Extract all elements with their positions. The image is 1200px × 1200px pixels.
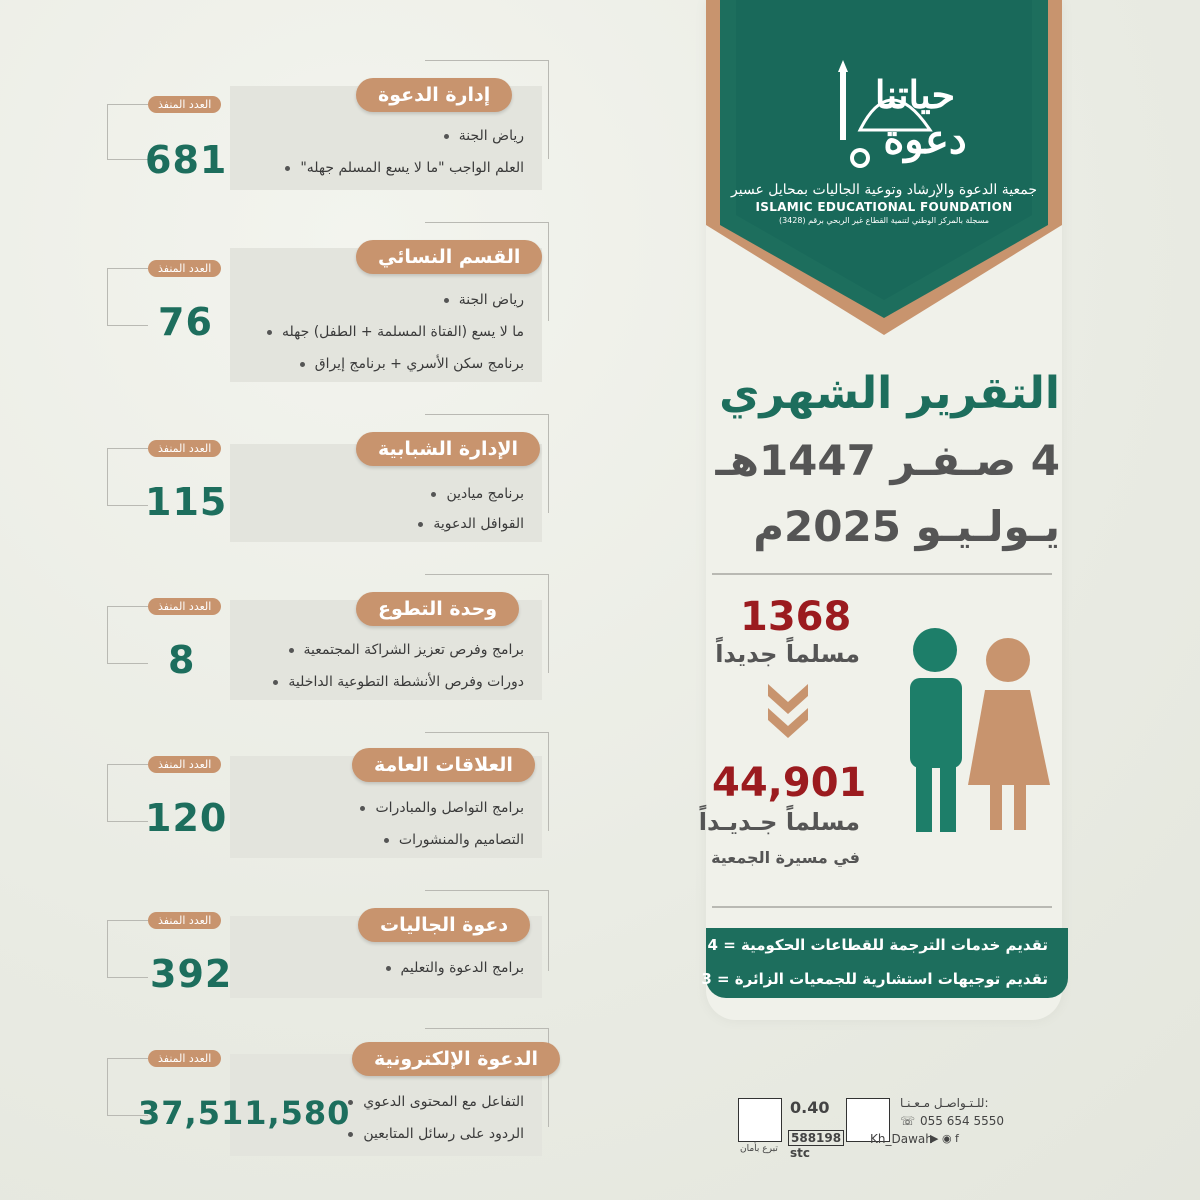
contact-label: للـتـواصـل مـعـنـا: xyxy=(900,1096,989,1110)
count-communities: 392 xyxy=(150,952,233,996)
bracket xyxy=(107,104,148,160)
org-info xyxy=(706,150,1062,225)
people-figures-icon xyxy=(890,620,1060,840)
list-item: برامج الدعوة والتعليم xyxy=(386,960,524,976)
list-item: العلم الواجب "ما لا يسع المسلم جهله" xyxy=(285,160,524,176)
count-pr: 120 xyxy=(145,796,228,840)
logo-word-bottom: دعوة xyxy=(883,116,967,163)
list-item: برنامج سكن الأسري + برنامج إيراق xyxy=(300,356,524,372)
services-box xyxy=(701,928,1068,998)
org-name-ar: جمعية الدعوة والإرشاد وتوعية الجاليات بمحايل عسير xyxy=(731,182,1037,198)
section-title-pr: العلاقات العامة xyxy=(352,748,535,782)
new-muslims-month: 1368 xyxy=(740,594,852,640)
bracket xyxy=(107,606,148,664)
list-item: رياض الجنة xyxy=(444,292,524,308)
list-item: برامج التواصل والمبادرات xyxy=(360,800,524,816)
section-title-volunteer: وحدة التطوع xyxy=(356,592,519,626)
bracket xyxy=(107,268,148,326)
executed-label: العدد المنفذ xyxy=(148,598,221,615)
bracket xyxy=(107,920,148,978)
org-name-en: ISLAMIC EDUCATIONAL FOUNDATION xyxy=(755,200,1013,214)
section-title-dawah: إدارة الدعوة xyxy=(356,78,512,112)
service-item: تقديم توجيهات استشارية للجمعيات الزائرة = 3 xyxy=(701,970,1048,988)
executed-label: العدد المنفذ xyxy=(148,260,221,277)
section-title-communities: دعوة الجاليات xyxy=(358,908,530,942)
list-item: القوافل الدعوية xyxy=(418,516,524,532)
sms-price: 0.40 xyxy=(790,1098,830,1117)
list-item: برنامج ميادين xyxy=(431,486,524,502)
executed-label: العدد المنفذ xyxy=(148,912,221,929)
list-item: التفاعل مع المحتوى الدعوي xyxy=(348,1094,524,1110)
count-dawah: 681 xyxy=(145,138,228,182)
double-chevron-down-icon xyxy=(768,684,808,744)
executed-label: العدد المنفذ xyxy=(148,96,221,113)
bracket xyxy=(107,764,148,822)
count-electronic: 37,511,580 xyxy=(138,1094,351,1132)
service-item: تقديم خدمات الترجمة للقطاعات الحكومية = 4 xyxy=(707,936,1048,954)
gregorian-date: يـولـيـو 2025م xyxy=(753,502,1060,551)
count-volunteer: 8 xyxy=(168,638,196,682)
list-item: برامج وفرص تعزيز الشراكة المجتمعية xyxy=(289,642,524,658)
divider-2 xyxy=(712,906,1052,908)
stc-logo: stc xyxy=(790,1146,810,1160)
hijri-date: 4 صـفـر 1447هـ xyxy=(715,436,1060,485)
divider xyxy=(712,573,1052,575)
executed-label: العدد المنفذ xyxy=(148,440,221,457)
section-title-women: القسم النسائي xyxy=(356,240,542,274)
journey-label: في مسيرة الجمعية xyxy=(711,848,860,867)
count-women: 76 xyxy=(158,300,213,344)
logo-word-top: حياتنا xyxy=(874,72,956,117)
social-handle[interactable]: Kh_Dawah xyxy=(870,1132,933,1146)
list-item: التصاميم والمنشورات xyxy=(384,832,524,848)
executed-label: العدد المنفذ xyxy=(148,756,221,773)
count-youth: 115 xyxy=(145,480,228,524)
list-item: الردود على رسائل المتابعين xyxy=(348,1126,524,1142)
sms-number: 588198 xyxy=(788,1130,844,1146)
bracket xyxy=(107,448,148,506)
section-title-youth: الإدارة الشبابية xyxy=(356,432,540,466)
list-item: دورات وفرص الأنشطة التطوعية الداخلية xyxy=(273,674,524,690)
whatsapp-icon[interactable]: ☏ xyxy=(900,1114,916,1128)
list-item: ما لا يسع (الفتاة المسلمة + الطفل) جهله xyxy=(267,324,524,340)
qr-code-donate[interactable] xyxy=(738,1098,782,1142)
donate-label: تبرع بأمان xyxy=(740,1144,778,1154)
report-title: التقرير الشهري xyxy=(719,368,1060,419)
list-item: رياض الجنة xyxy=(444,128,524,144)
new-muslims-total: 44,901 xyxy=(712,760,867,806)
phone-number[interactable]: 055 654 5550 xyxy=(920,1114,1004,1128)
executed-label: العدد المنفذ xyxy=(148,1050,221,1067)
section-title-electronic: الدعوة الإلكترونية xyxy=(352,1042,560,1076)
social-icons[interactable]: ▶ ◉ f xyxy=(930,1132,959,1145)
new-muslims-total-label: مسلماً جـديـداً xyxy=(698,808,860,836)
org-registration: مسجلة بالمركز الوطني لتنمية القطاع غير الربحي برقم (3428) xyxy=(778,216,990,225)
new-muslims-label: مسلماً جديداً xyxy=(715,640,860,668)
